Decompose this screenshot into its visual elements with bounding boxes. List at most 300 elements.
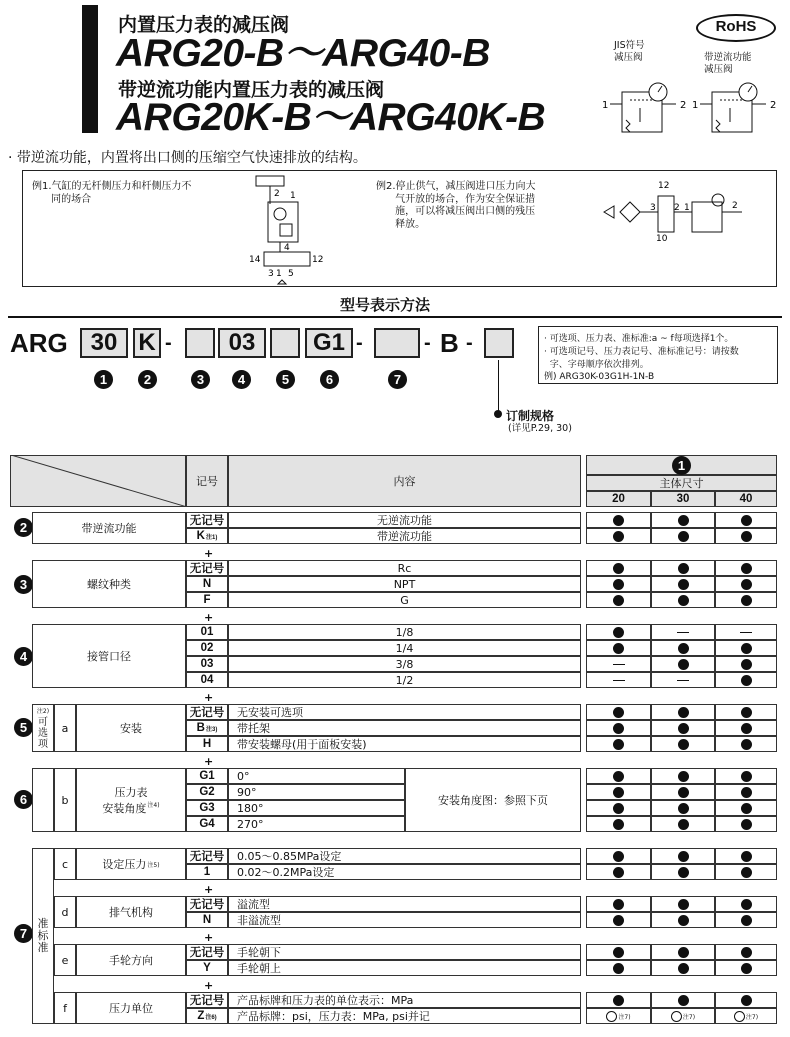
row-mark-cell [586,656,651,672]
row-content: 带逆流功能 [228,528,581,544]
subtitle-1: 内置压力表的减压阀 [118,14,290,36]
row-mark-cell [651,784,715,800]
row-mark-cell [586,896,651,912]
note-2: · 可选项记号、压力表记号、准标准记号：请按数 字、字母顺序依次排列。 [544,347,739,370]
row-mark-cell [715,512,777,528]
row-code: Y [186,960,228,976]
row-content: 1/2 [228,672,581,688]
available-dot [678,899,689,910]
group-number-badge: 1 [672,456,691,475]
plus-sign: + [204,691,214,704]
row-mark-cell [586,944,651,960]
available-dot [741,579,752,590]
dash-1: - [165,332,172,354]
marker-5: 5 [276,370,295,389]
svg-text:3: 3 [650,203,656,213]
row-code: 无记号 [186,992,228,1008]
row-mark-cell [586,736,651,752]
row-content: NPT [228,576,581,592]
available-dot [678,915,689,926]
sub-label-d: d [54,896,76,928]
header-diagonal [11,455,185,507]
row-mark-cell [651,704,715,720]
header-content: 内容 [228,455,581,507]
available-dot [678,739,689,750]
available-dot [613,995,624,1006]
available-dot [678,515,689,526]
group-label-backflow: 带逆流功能 [32,512,186,544]
jis-symbol-label: JIS符号 减压阀 [614,40,645,63]
row-content: 270° [228,816,405,832]
row-content: 溢流型 [228,896,581,912]
semi-standard-ring [606,1011,617,1022]
row-code: 1 [186,864,228,880]
available-dot [613,771,624,782]
footnote-ref: 注7) [745,1013,759,1021]
available-dot [741,867,752,878]
plus-sign: + [204,547,214,560]
row-mark-cell [715,592,777,608]
available-dot [741,659,752,670]
marker-2: 2 [138,370,157,389]
not-available-dash [740,632,752,633]
available-dot [613,563,624,574]
row-mark-cell [715,736,777,752]
group-label-mounting: 安装 [76,704,186,752]
row-content: 1/8 [228,624,581,640]
not-available-dash [677,680,689,681]
row-mark-cell [715,720,777,736]
available-dot [613,739,624,750]
available-dot [678,643,689,654]
row-mark-cell [651,768,715,784]
custom-leader-line [498,360,499,412]
thread-box [185,328,215,358]
available-dot [613,819,624,830]
row-mark-cell [715,528,777,544]
available-dot [741,723,752,734]
footnote-ref: 注4) [147,802,160,810]
row-content: 非溢流型 [228,912,581,928]
row-mark-cell [586,912,651,928]
row-code: 03 [186,656,228,672]
available-dot [741,963,752,974]
available-dot [613,899,624,910]
row-mark-cell [651,736,715,752]
option-side-blank [32,768,54,832]
row-mark-cell [586,560,651,576]
dash-4: - [466,332,473,354]
available-dot [741,995,752,1006]
semi-standard-ring [671,1011,682,1022]
row-mark-cell [586,624,651,640]
svg-text:10: 10 [656,234,668,244]
available-dot [613,947,624,958]
row-mark-cell [586,512,651,528]
available-dot [613,915,624,926]
available-dot [678,995,689,1006]
row-mark-cell [651,640,715,656]
available-dot [678,531,689,542]
row-mark-cell [715,672,777,688]
row-code: 无记号 [186,704,228,720]
footnote-ref: 注2) [36,708,50,715]
available-dot [741,739,752,750]
available-dot [741,595,752,606]
row-content: 180° [228,800,405,816]
row-content: 产品标牌和压力表的单位表示：MPa [228,992,581,1008]
svg-text:12: 12 [312,255,324,265]
row-content: 手轮朝上 [228,960,581,976]
gauge-angle-reference: 安装角度图：参照下页 [405,768,581,832]
footnote-ref: 注6) [205,1014,217,1021]
svg-text:1: 1 [276,269,282,279]
subtitle-2: 带逆流功能内置压力表的减压阀 [118,79,385,101]
dash-3: - [424,332,431,354]
available-dot [741,515,752,526]
available-dot [613,627,624,638]
header-body-size: 主体尺寸 [586,475,777,491]
custom-spec-label: 订制规格 [506,409,555,423]
custom-dot [494,410,502,418]
side-text: 可 选 项 [38,717,48,750]
available-dot [678,707,689,718]
row-content: 手轮朝下 [228,944,581,960]
available-dot [613,787,624,798]
intro-text: · 带逆流功能，内置将出口侧的压缩空气快速排放的结构。 [8,150,367,166]
sub-label-a: a [54,704,76,752]
row-code: G4 [186,816,228,832]
row-code: B 注3) [186,720,228,736]
option-box [270,328,300,358]
note-1: · 可选项、压力表、准标准:a ~ f每项选择1个。 [544,334,734,344]
available-dot [678,771,689,782]
row-code: G2 [186,784,228,800]
row-code: K 注1) [186,528,228,544]
row-mark-cell [715,992,777,1008]
available-dot [678,963,689,974]
available-dot [613,851,624,862]
row-content: Rc [228,560,581,576]
row-mark-cell [715,784,777,800]
row-mark-cell [586,768,651,784]
available-dot [678,579,689,590]
row-code: 01 [186,624,228,640]
row-mark-cell [715,560,777,576]
row-mark-cell [586,704,651,720]
row-code: G3 [186,800,228,816]
svg-text:1: 1 [684,203,690,213]
row-mark-cell [651,624,715,640]
group-number-badge: 2 [14,518,33,537]
row-mark-cell [715,768,777,784]
size-box: 30 [80,328,128,358]
available-dot [678,723,689,734]
row-code: 无记号 [186,560,228,576]
marker-3: 3 [191,370,210,389]
row-mark-cell [586,720,651,736]
row-code: H [186,736,228,752]
available-dot [613,723,624,734]
available-dot [741,531,752,542]
row-content: 无逆流功能 [228,512,581,528]
row-mark-cell [586,528,651,544]
group-label-gauge-angle [76,768,186,832]
row-mark-cell [715,1008,777,1024]
k-box: K [133,328,161,358]
row-content: 90° [228,784,405,800]
available-dot [613,643,624,654]
marker-4: 4 [232,370,251,389]
row-mark-cell [586,640,651,656]
svg-text:14: 14 [249,255,261,265]
group-label-thread: 螺纹种类 [32,560,186,608]
row-mark-cell [715,800,777,816]
jis-backflow-valve-symbol [690,80,786,138]
available-dot [678,803,689,814]
row-mark-cell [651,592,715,608]
suffix-b: B [440,328,459,358]
row-content: 带托架 [228,720,581,736]
group-number-badge: 7 [14,924,33,943]
available-dot [613,867,624,878]
group-label-port: 接管口径 [32,624,186,688]
row-mark-cell [715,576,777,592]
title-2: ARG20K-B～ARG40K-B [116,96,546,139]
row-mark-cell [715,944,777,960]
group-label-c: 设定压力 注5) [76,848,186,880]
available-dot [678,659,689,670]
row-content: 无安装可选项 [228,704,581,720]
plus-sign: + [204,883,214,896]
port-1-label: 1 [602,100,609,111]
available-dot [741,643,752,654]
footnote-ref: 注7) [682,1013,696,1021]
footnote-ref: 注5) [147,861,160,869]
header-size-20: 20 [586,491,651,507]
available-dot [741,915,752,926]
header-size-40: 40 [715,491,777,507]
title-1: ARG20-B～ARG40-B [116,32,490,75]
row-code: 无记号 [186,896,228,912]
row-mark-cell [586,1008,651,1024]
not-available-dash [677,632,689,633]
available-dot [741,851,752,862]
row-mark-cell [651,864,715,880]
group-number-badge: 6 [14,790,33,809]
row-mark-cell [651,720,715,736]
row-mark-cell [715,896,777,912]
available-dot [741,947,752,958]
marker-7: 7 [388,370,407,389]
row-mark-cell [586,672,651,688]
available-dot [613,963,624,974]
sub-label-b: b [54,768,76,832]
row-code: 04 [186,672,228,688]
jis-symbol-label-k: 带逆流功能 减压阀 [704,52,752,75]
row-content: 带安装螺母(用于面板安装) [228,736,581,752]
svg-text:3: 3 [268,269,274,279]
available-dot [678,787,689,798]
row-code: 无记号 [186,944,228,960]
available-dot [678,819,689,830]
available-dot [678,563,689,574]
row-content: 产品标牌：psi，压力表：MPa, psi并记 [228,1008,581,1024]
sub-label-e: e [54,944,76,976]
row-mark-cell [586,592,651,608]
available-dot [613,579,624,590]
available-dot [613,531,624,542]
row-mark-cell [651,992,715,1008]
row-mark-cell [651,800,715,816]
semi-standard-side-label: 准 标 准 [32,848,54,1024]
row-content: 0.05～0.85MPa设定 [228,848,581,864]
row-mark-cell [715,704,777,720]
row-mark-cell [715,640,777,656]
row-mark-cell [586,960,651,976]
svg-text:12: 12 [658,181,670,191]
plus-sign: + [204,979,214,992]
sub-label-f: f [54,992,76,1024]
row-mark-cell [651,560,715,576]
svg-text:5: 5 [288,269,294,279]
row-code: 02 [186,640,228,656]
dash-2: - [356,332,363,354]
marker-6: 6 [320,370,339,389]
available-dot [741,787,752,798]
rohs-badge: RoHS [696,14,776,42]
semi-standard-box [374,328,420,358]
row-mark-cell [651,1008,715,1024]
available-dot [678,867,689,878]
footnote-ref: 注7) [618,1013,631,1021]
available-dot [678,595,689,606]
row-content: G [228,592,581,608]
gauge-box: G1 [305,328,353,358]
available-dot [678,851,689,862]
row-content: 3/8 [228,656,581,672]
custom-spec-ref: (详见P.29, 30) [508,423,572,434]
row-mark-cell [651,896,715,912]
row-mark-cell [715,960,777,976]
marker-1: 1 [94,370,113,389]
row-code: N [186,912,228,928]
section-divider [8,316,782,318]
row-mark-cell [651,912,715,928]
header-symbol: 记号 [186,455,228,507]
row-code: Z 注6) [186,1008,228,1024]
group-number-badge: 4 [14,647,33,666]
row-mark-cell [586,816,651,832]
row-mark-cell [715,656,777,672]
svg-text:4: 4 [284,243,290,253]
not-available-dash [613,664,625,665]
option-side-label [32,704,54,752]
available-dot [613,595,624,606]
row-mark-cell [586,800,651,816]
row-content: 0° [228,768,405,784]
row-mark-cell [715,816,777,832]
available-dot [741,563,752,574]
example-1-circuit-diagram [246,174,330,286]
svg-text:1: 1 [692,100,699,111]
row-mark-cell [651,528,715,544]
semi-standard-ring [734,1011,745,1022]
label-text: 压力表 安装角度$^{注4)}$ [102,786,160,815]
not-available-dash [613,680,625,681]
available-dot [741,771,752,782]
available-dot [741,803,752,814]
row-code: F [186,592,228,608]
row-code: G1 [186,768,228,784]
row-mark-cell [586,992,651,1008]
available-dot [741,707,752,718]
group-label-e: 手轮方向 [76,944,186,976]
row-content: 1/4 [228,640,581,656]
svg-text:2: 2 [274,189,280,199]
row-mark-cell [715,848,777,864]
row-mark-cell [651,512,715,528]
row-mark-cell [586,848,651,864]
header-size-30: 30 [651,491,715,507]
available-dot [678,947,689,958]
available-dot [613,515,624,526]
row-mark-cell [651,848,715,864]
title-bar [82,5,98,133]
plus-sign: + [204,755,214,768]
group-label-d: 排气机构 [76,896,186,928]
row-code: N [186,576,228,592]
row-mark-cell [651,960,715,976]
svg-text:1: 1 [290,191,296,201]
plus-sign: + [204,931,214,944]
row-mark-cell [715,912,777,928]
group-number-badge: 5 [14,718,33,737]
port-box: 03 [218,328,266,358]
available-dot [741,899,752,910]
available-dot [613,803,624,814]
row-content: 0.02～0.2MPa设定 [228,864,581,880]
row-code: 无记号 [186,512,228,528]
sub-label-c: c [54,848,76,880]
row-mark-cell [651,816,715,832]
row-mark-cell [715,624,777,640]
row-mark-cell [586,784,651,800]
row-code: 无记号 [186,848,228,864]
svg-text:2: 2 [770,100,777,111]
available-dot [741,675,752,686]
footnote-ref: 注3) [205,726,218,733]
jis-reducing-valve-symbol [600,80,692,138]
available-dot [741,819,752,830]
footnote-ref: 注1) [205,534,218,541]
example-2-circuit-diagram [600,178,750,244]
port-2-label: 2 [680,100,687,111]
svg-text:2: 2 [732,201,738,211]
row-mark-cell [651,944,715,960]
row-mark-cell [586,864,651,880]
svg-text:2: 2 [674,203,680,213]
group-label-f: 压力单位 [76,992,186,1024]
section-title: 型号表示方法 [340,296,431,314]
custom-box [484,328,514,358]
row-mark-cell [715,864,777,880]
note-3: 例) ARG30K-03G1H-1N-B [544,372,655,382]
table-header-corner [10,455,186,507]
row-mark-cell [651,672,715,688]
row-mark-cell [651,576,715,592]
plus-sign: + [204,611,214,624]
